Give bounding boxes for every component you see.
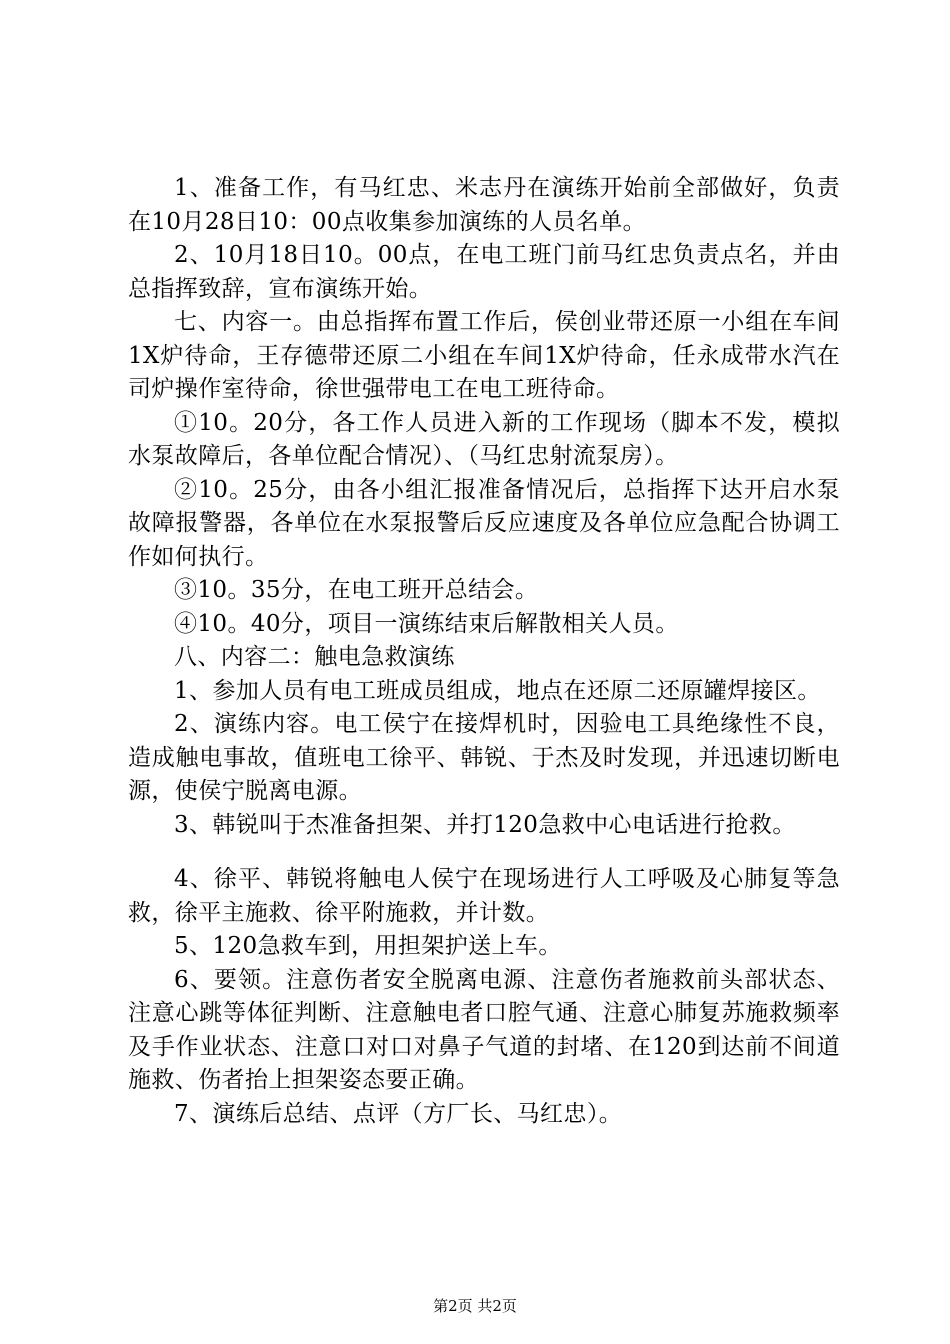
paragraph-key-points: 6、要领。注意伤者安全脱离电源、注意伤者施救前头部状态、注意心跳等体征判断、注意触电者口腔气通、注意心肺复苏施救频率及手作业状态、注意口对口对鼻子气道的封堵、在120到达前不间道施救、伤者抬上担架姿态要正确。 <box>128 966 840 1093</box>
paragraph-step-1025: ②10。25分，由各小组汇报准备情况后，总指挥下达开启水泵故障报警器，各单位在水泵报警后反应速度及各单位应急配合协调工作如何执行。 <box>128 476 840 570</box>
page-footer: 第2页 共2页 <box>433 1297 517 1315</box>
paragraph-ambulance: 5、120急救车到，用担架护送上车。 <box>174 933 562 959</box>
section-heading-eight: 八、内容二：触电急救演练 <box>174 644 455 670</box>
paragraph-roll-call: 2、10月18日10。00点，在电工班门前马红忠负责点名，并由总指挥致辞，宣布演练开始。 <box>128 242 840 302</box>
paragraph-prep-work: 1、准备工作，有马红忠、米志丹在演练开始前全部做好，负责在10月28日10：00点收集参加演练的人员名单。 <box>128 175 840 235</box>
paragraph-step-1020: ①10。20分，各工作人员进入新的工作现场（脚本不发，模拟水泵故障后，各单位配合情况）、（马红忠射流泵房）。 <box>128 409 840 469</box>
paragraph-step-1035: ③10。35分，在电工班开总结会。 <box>174 577 539 603</box>
paragraph-summary: 7、演练后总结、点评（方厂长、马红忠）。 <box>174 1100 623 1127</box>
paragraph-first-aid: 4、徐平、韩锐将触电人侯宁在现场进行人工呼吸及心肺复等急救，徐平主施救、徐平附施救，并计数。 <box>128 866 840 926</box>
paragraph-step-1040: ④10。40分，项目一演练结束后解散相关人员。 <box>174 610 679 637</box>
paragraph-section-seven: 七、内容一。由总指挥布置工作后，侯创业带还原一小组在车间1X炉待命，王存德带还原二小组在车间1X炉待命，任永成带水汽在司炉操作室待命，徐世强带电工在电工班待命。 <box>128 309 840 402</box>
paragraph-drill-content: 2、演练内容。电工侯宁在接焊机时，因验电工具绝缘性不良，造成触电事故，值班电工徐平、韩锐、于杰及时发现，并迅速切断电源，使侯宁脱离电源。 <box>128 711 840 804</box>
paragraph-stretcher-call: 3、韩锐叫于杰准备担架、并打120急救中心电话进行抢救。 <box>174 811 796 838</box>
paragraph-participants: 1、参加人员有电工班成员组成，地点在还原二还原罐焊接区。 <box>174 677 821 704</box>
document-body <box>128 172 840 1131</box>
